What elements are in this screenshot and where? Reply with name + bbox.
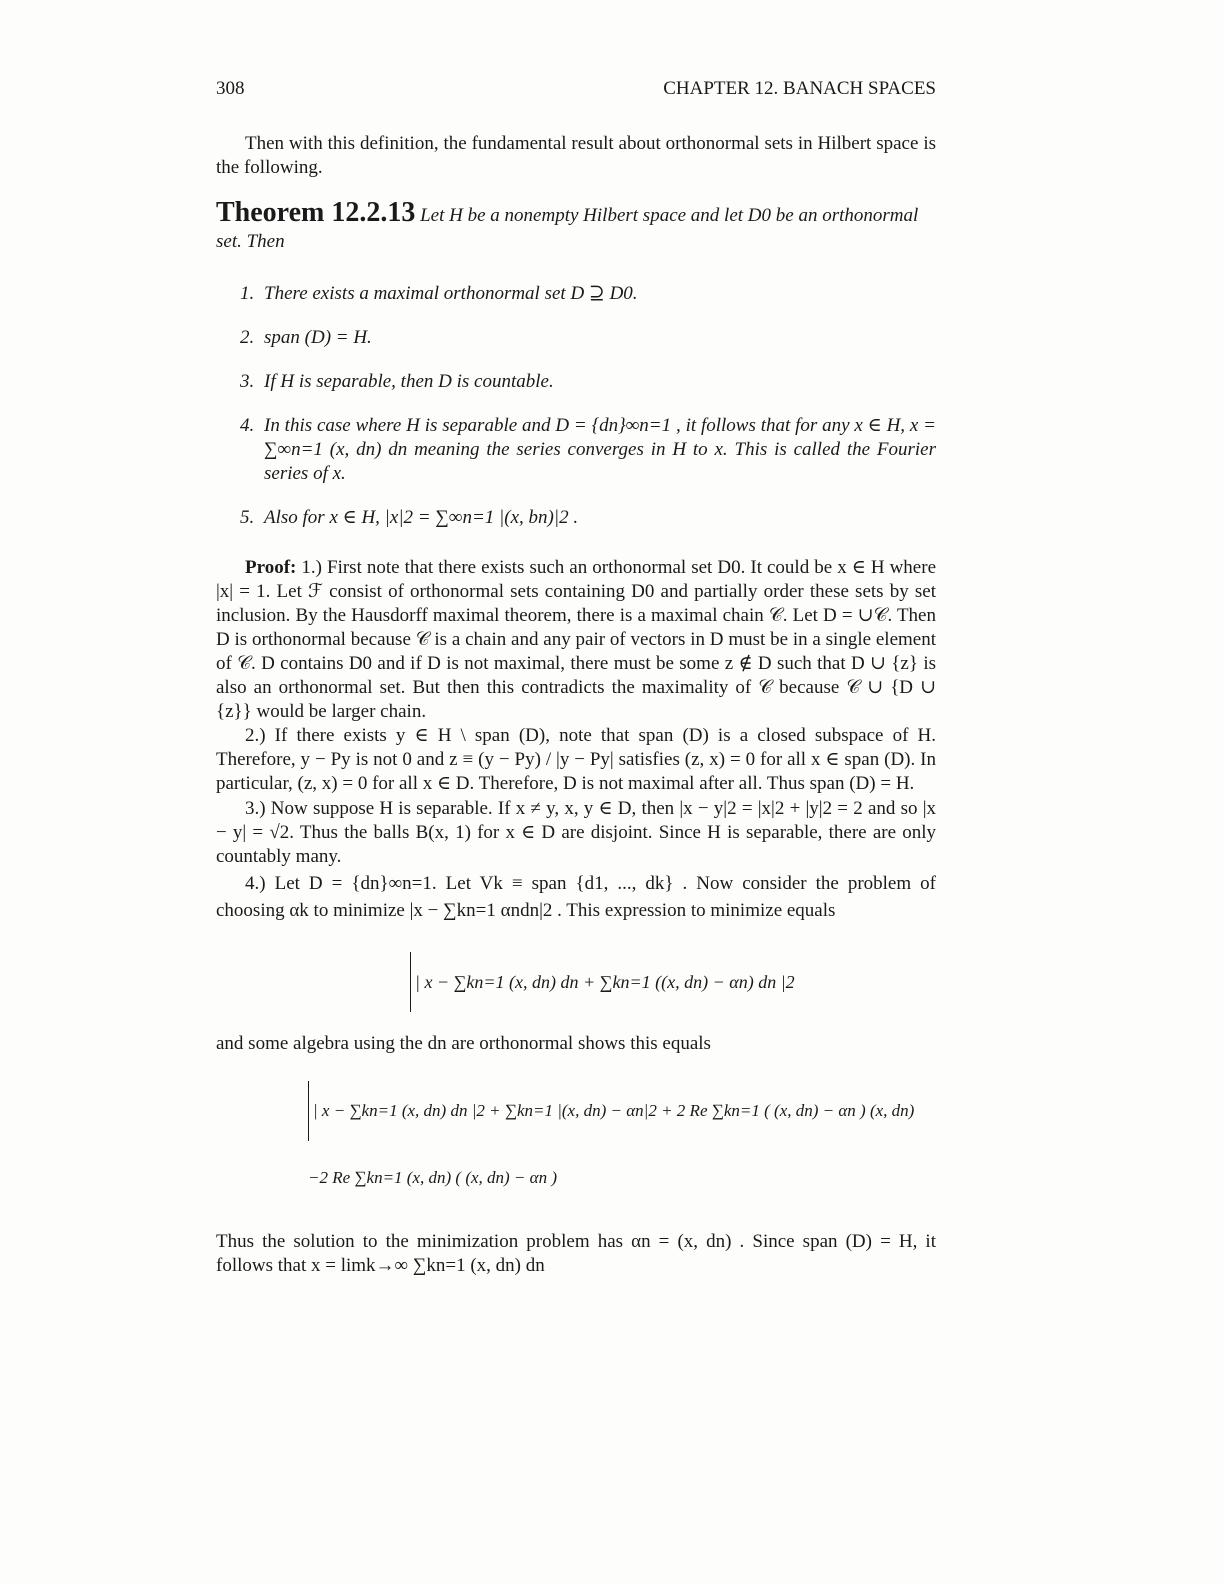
item-number: 5. [240,507,255,528]
between-text: and some algebra using the dn are orthonormal shows this equals [216,1033,711,1054]
equation-2-line-1-text: | x − ∑kn=1 (x, dn) dn |2 + ∑kn=1 |(x, dn) − αn|2 + 2 Re ∑kn=1 ( (x, dn) − αn ) (x, dn) [313,1101,915,1120]
proof-paragraph-1 [216,556,936,724]
equation-1-text: | x − ∑kn=1 (x, dn) dn + ∑kn=1 ((x, dn) − αn) dn |2 [415,971,795,992]
theorem-item-4 [240,414,936,486]
item-number: 1. [240,283,255,304]
theorem-item-5 [240,506,936,530]
equation-1 [410,950,795,1014]
theorem-text: Let H be a nonempty Hilbert space and let D0 be an orthonormal set. Then [216,205,919,252]
proof-paragraph-2: 2.) If there exists y ∈ H \ span (D), note that span (D) is a closed subspace of H. Therefore, y − Py is not 0 and z ≡ (y − Py) / |y − Py| satisfies (z, x) = 0 for all x ∈ span (D). In particular, (z, x) = 0 for all x ∈ D. Therefore, D is not maximal after all. Thus span (D) = H. [216,725,936,794]
item-number: 3. [240,371,255,392]
page-number: 308 [216,78,245,99]
equation-2-line-2 [308,1152,557,1204]
theorem-item-2 [240,326,936,350]
item-text: Also for x ∈ H, |x|2 = ∑∞n=1 |(x, bn)|2 . [264,507,579,528]
equation-2-line-1 [308,1080,914,1142]
chapter-title: CHAPTER 12. BANACH SPACES [663,78,936,99]
item-text: span (D) = H. [264,327,372,348]
equation-2-line-2-text: −2 Re ∑kn=1 (x, dn) ( (x, dn) − αn ) [308,1168,557,1187]
theorem-statement [216,197,936,255]
item-number: 4. [240,415,255,436]
theorem-label: Theorem 12.2.13 [216,197,416,228]
proof-paragraph-4: 4.) Let D = {dn}∞n=1. Let Vk ≡ span {d1, ..., dk} . Now consider the problem of choosing αk to minimize |x − ∑kn=1 αndn|2 . This expression to minimize equals [216,873,936,921]
abs-bar-left [308,1081,309,1141]
theorem-item-1 [240,282,936,306]
item-text: In this case where H is separable and D = {dn}∞n=1 , it follows that for any x ∈ H, x = ∑∞n=1 (x, dn) dn meaning the series converges in H to x. This is called the Fourier series of x. [264,415,936,484]
proof-paragraph-3: 3.) Now suppose H is separable. If x ≠ y, x, y ∈ D, then |x − y|2 = |x|2 + |y|2 = 2 and so |x − y| = √2. Thus the balls B(x, 1) for x ∈ D are disjoint. Since H is separable, there are only countably many. [216,798,936,867]
running-header [216,78,936,100]
item-text: If H is separable, then D is countable. [264,371,554,392]
intro-paragraph: Then with this definition, the fundamental result about orthonormal sets in Hilbert space is the following. [216,133,936,178]
theorem-item-3 [240,370,936,394]
abs-bar-left [410,952,411,1012]
proof-text-1: 1.) First note that there exists such an orthonormal set D0. It could be x ∈ H where |x| = 1. Let ℱ consist of orthonormal sets containing D0 and partially order these sets by set inclusion. By the Hausdorff maximal theorem, there is a maximal chain 𝒞. Let D = ∪𝒞. Then D is orthonormal because 𝒞 is a chain and any pair of vectors in D must be in a single element of 𝒞. D contains D0 and if D is not maximal, there must be some z ∉ D such that D ∪ {z} is also an orthonormal set. But then this contradicts the maximality of 𝒞 because 𝒞 ∪ {D ∪ {z}} would be larger chain. [216,557,936,722]
item-number: 2. [240,327,255,348]
item-text: There exists a maximal orthonormal set D ⊇ D0. [264,283,638,304]
proof-label: Proof: [245,557,297,578]
conclusion-paragraph: Thus the solution to the minimization problem has αn = (x, dn) . Since span (D) = H, it follows that x = limk→∞ ∑kn=1 (x, dn) dn [216,1231,936,1276]
